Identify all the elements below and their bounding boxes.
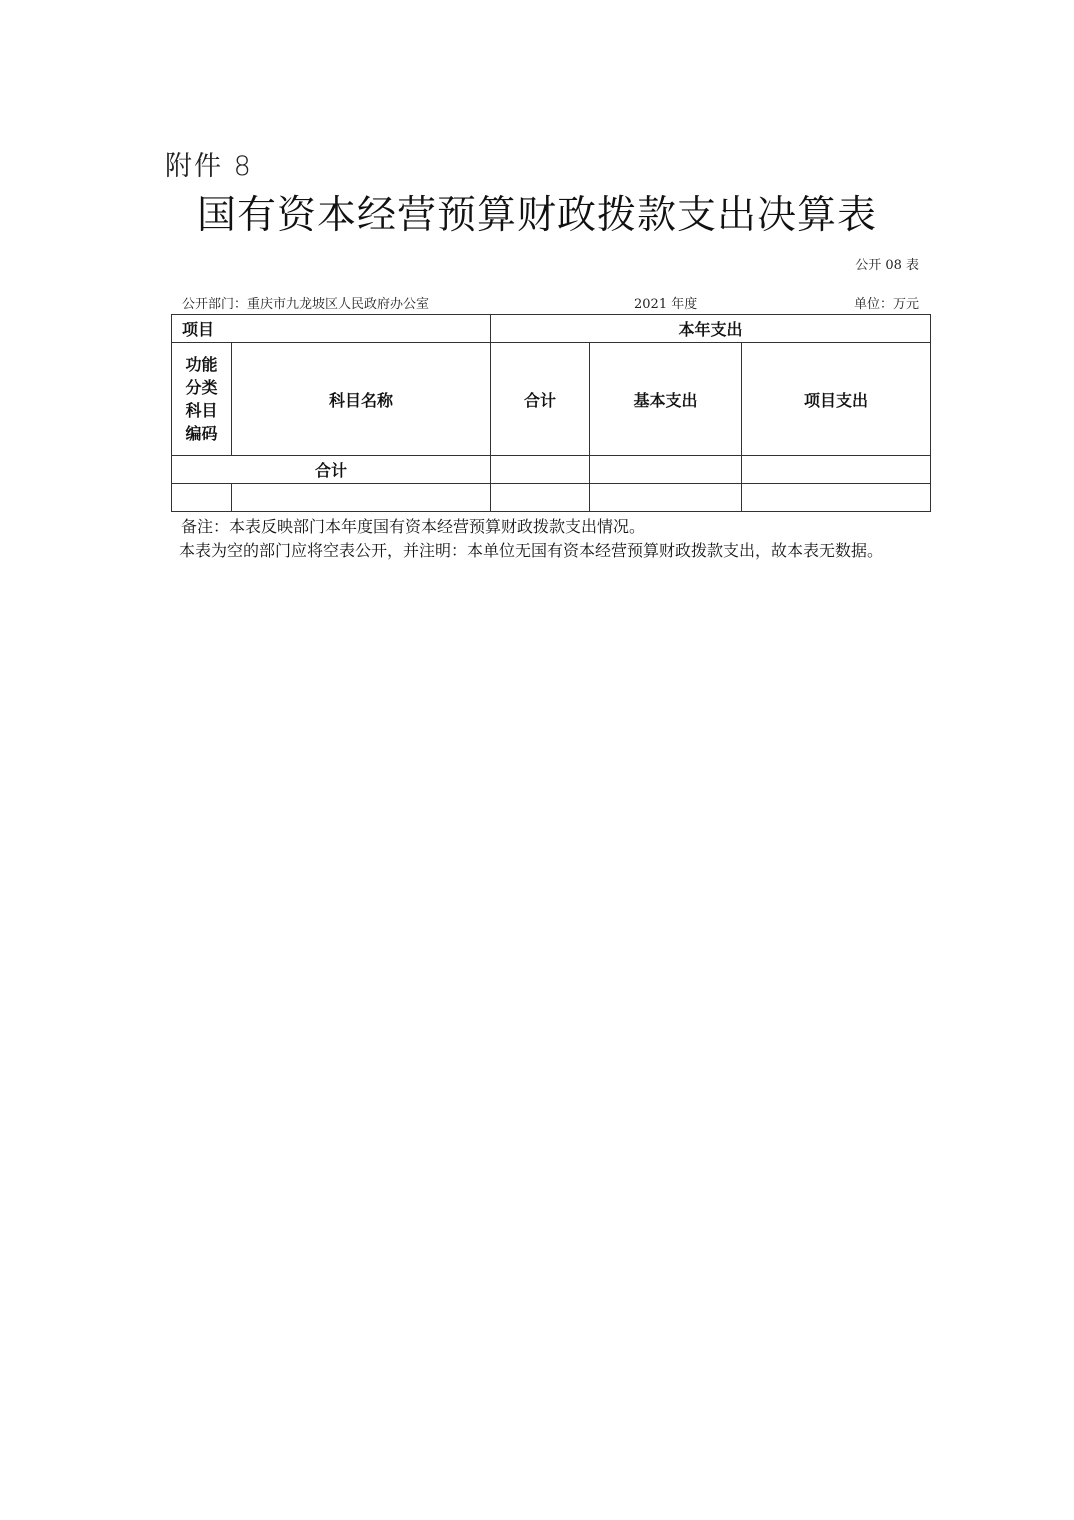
total-row-label: 合计 xyxy=(172,456,491,484)
col-code-line: 科目 xyxy=(185,401,218,420)
table-cell xyxy=(172,484,232,512)
table-subheader-row xyxy=(172,343,931,456)
col-subject-name: 科目名称 xyxy=(232,343,491,456)
col-total: 合计 xyxy=(491,343,590,456)
table-cell xyxy=(232,484,491,512)
page-title: 国有资本经营预算财政拨款支出决算表 xyxy=(196,193,877,238)
note-line-2: 本表为空的部门应将空表公开，并注明：本单位无国有资本经营预算财政拨款支出，故本表无数据。 xyxy=(179,541,884,560)
col-code-line: 功能 xyxy=(185,355,218,374)
col-code-line: 编码 xyxy=(185,424,218,443)
col-function-code xyxy=(172,343,232,456)
total-basic-cell xyxy=(590,456,742,484)
total-row xyxy=(172,456,931,484)
attachment-label: 附件 8 xyxy=(165,151,253,182)
department-label: 公开部门：重庆市九龙坡区人民政府办公室 xyxy=(182,297,430,312)
table-cell xyxy=(590,484,742,512)
table-row xyxy=(172,484,931,512)
table-cell xyxy=(742,484,931,512)
total-project-cell xyxy=(742,456,931,484)
header-current-year-expense: 本年支出 xyxy=(491,315,931,343)
header-item: 项目 xyxy=(172,315,491,343)
year-label: 2021 年度 xyxy=(634,297,698,312)
unit-label: 单位：万元 xyxy=(853,297,919,312)
col-code-line: 分类 xyxy=(185,378,218,397)
total-cell xyxy=(491,456,590,484)
col-project-expense: 项目支出 xyxy=(742,343,931,456)
note-line-1: 备注：本表反映部门本年度国有资本经营预算财政拨款支出情况。 xyxy=(181,517,646,536)
form-number: 公开 08 表 xyxy=(855,258,919,273)
col-basic-expense: 基本支出 xyxy=(590,343,742,456)
table-cell xyxy=(491,484,590,512)
table-header-row xyxy=(172,315,931,343)
notes xyxy=(181,515,916,563)
expense-table xyxy=(171,314,931,512)
